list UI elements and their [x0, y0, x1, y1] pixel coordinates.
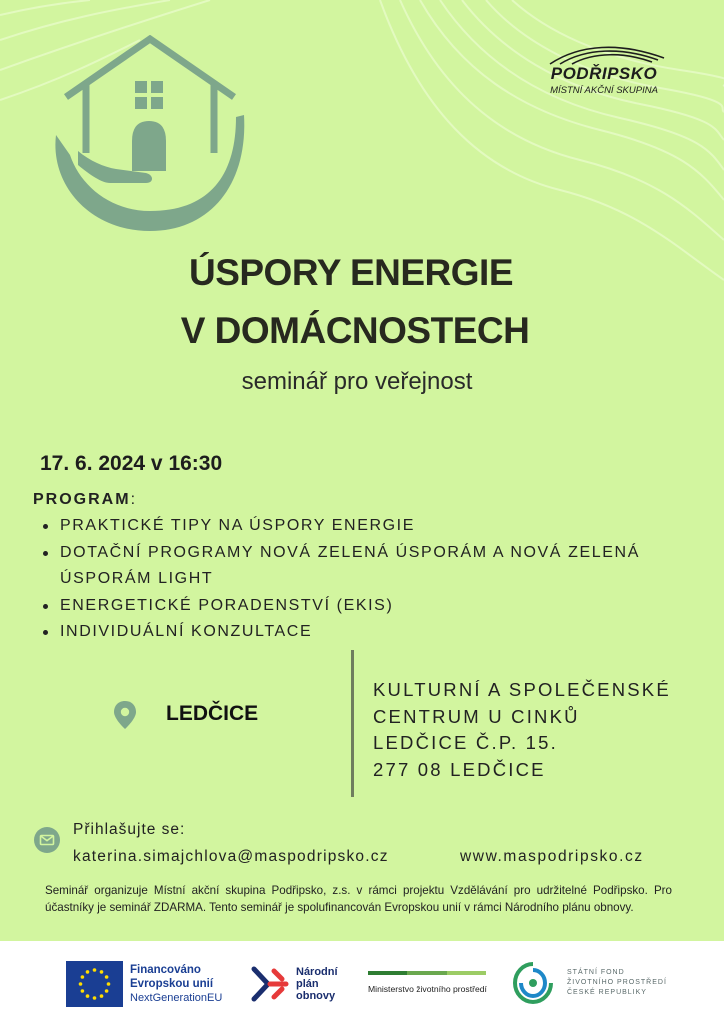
program-heading-label: PROGRAM: [33, 491, 131, 508]
divider: [351, 650, 354, 797]
eu-text: [130, 963, 222, 1005]
program-item: DOTAČNÍ PROGRAMY NOVÁ ZELENÁ ÚSPORÁM A NOVÁ ZELENÁ ÚSPORÁM LIGHT: [40, 540, 680, 593]
eu-line: NextGenerationEU: [130, 992, 223, 1004]
contact-email[interactable]: katerina.simajchlova@maspodripsko.cz: [73, 848, 389, 865]
mzp-bars: [368, 971, 486, 975]
program-heading: [33, 491, 137, 509]
eu-flag-icon: [66, 961, 123, 1007]
sfzp-line: ČESKÉ REPUBLIKY: [567, 989, 647, 996]
eu-line: Financováno: [130, 964, 201, 976]
title-line-2: V DOMÁCNOSTECH: [180, 310, 530, 351]
npo-line: obnovy: [296, 990, 336, 1002]
mzp-text: Ministerstvo životního prostředí: [368, 984, 487, 994]
npo-line: Národní: [296, 966, 338, 978]
event-date: 17. 6. 2024 v 16:30: [40, 452, 223, 475]
eu-line: Evropskou unií: [130, 978, 214, 990]
footer-note: Seminář organizuje Místní akční skupina Podřipsko, z.s. v rámci projektu Vzdělávání pro udržitelné Podřipsko. Pro účastníky je seminář ZDARMA. Tento seminář je spolufinancován Evropskou unií v rámci Národního plánu obnovy.: [45, 884, 672, 914]
npo-line: plán: [296, 978, 319, 990]
eu-logo: [66, 961, 222, 1007]
sfzp-text: [567, 968, 667, 998]
venue-line: KULTURNÍ A SPOLEČENSKÉ: [373, 679, 671, 700]
program-item: PRAKTICKÉ TIPY NA ÚSPORY ENERGIE: [40, 513, 680, 540]
envelope-icon: [33, 826, 61, 854]
venue-line: 277 08 LEDČICE: [373, 758, 546, 780]
house-in-hand-icon: [50, 35, 250, 235]
sfzp-line: ŽIVOTNÍHO PROSTŘEDÍ: [567, 979, 667, 986]
program-item: ENERGETICKÉ PORADENSTVÍ (EKIS): [40, 593, 680, 620]
program-heading-colon: :: [130, 491, 138, 508]
register-label: Přihlašujte se:: [73, 821, 186, 838]
location-pin-icon: [112, 700, 138, 730]
sfzp-mark-icon: [513, 961, 553, 1005]
event-town: LEDČICE: [166, 702, 259, 725]
subtitle: seminář pro veřejnost: [241, 368, 473, 395]
venue-line: CENTRUM U CINKŮ: [373, 705, 580, 727]
mzp-logo: [368, 971, 486, 994]
venue-line: LEDČICE Č.P. 15.: [373, 732, 558, 753]
npo-logo: [248, 963, 338, 1005]
npo-text: [296, 966, 338, 1002]
website-link[interactable]: www.maspodripsko.cz: [460, 848, 644, 865]
npo-mark-icon: [248, 963, 290, 1005]
logo-subtitle: MÍSTNÍ AKČNÍ SKUPINA: [550, 85, 658, 96]
program-item: INDIVIDUÁLNÍ KONZULTACE: [40, 619, 680, 646]
program-list: [40, 513, 680, 646]
venue-address: [373, 677, 671, 783]
logo-swoosh-icon: [540, 40, 668, 66]
logo-name: PODŘIPSKO: [550, 64, 658, 83]
title-line-1: ÚSPORY ENERGIE: [188, 252, 514, 293]
sfzp-line: STÁTNÍ FOND: [567, 969, 625, 976]
partner-logos-bar: [0, 941, 724, 1024]
podripsko-logo: [540, 40, 668, 105]
sfzp-logo: [513, 961, 667, 1005]
